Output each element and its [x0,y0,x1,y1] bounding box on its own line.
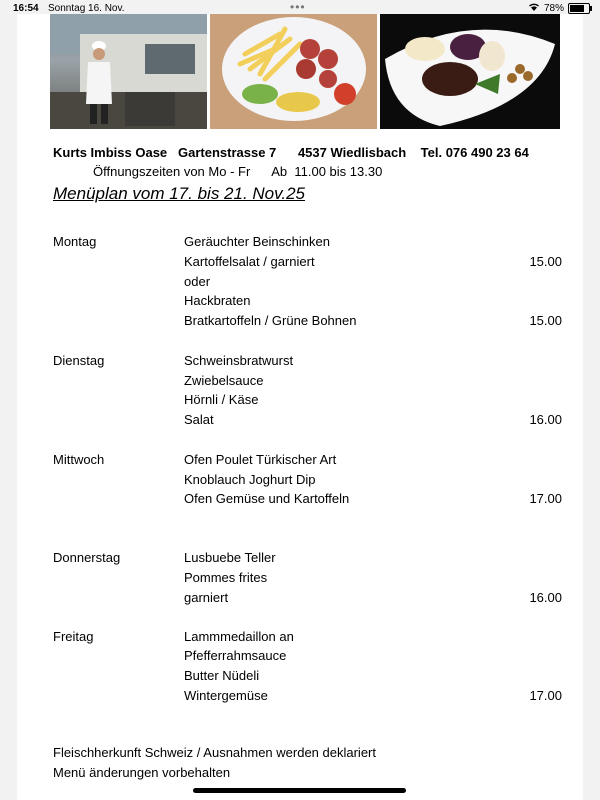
menu-line: Butter Nüdeli [184,668,260,683]
day-label: Donnerstag [53,550,121,565]
wifi-icon [528,2,540,14]
battery-percent: 78% [543,2,564,14]
menu-line: Zwiebelsauce [184,373,264,388]
day-label: Mittwoch [53,452,105,467]
menu-line: Ofen Gemüse und Kartoffeln [184,491,350,506]
home-indicator[interactable] [193,788,406,793]
menu-line: Kartoffelsalat / garniert [184,254,315,269]
menu-price: 15.00 [529,254,562,269]
day-label: Dienstag [53,353,105,368]
day-label: Freitag [53,629,94,644]
menu-price: 17.00 [529,688,562,703]
photo-meat-redcabbage-plate [380,14,560,129]
menu-line: Bratkartoffeln / Grüne Bohnen [184,313,357,328]
status-date: Sonntag 16. Nov. [48,3,125,14]
menu-line: Wintergemüse [184,688,268,703]
photo-sausage-fries-plate [210,14,377,129]
opening-hours: Öffnungszeiten von Mo - Fr Ab 11.00 bis 13.30 [93,164,383,179]
menu-price: 15.00 [529,313,562,328]
footer-note: Fleischherkunft Schweiz / Ausnahmen werden deklariert [53,745,376,760]
status-bar [0,0,600,14]
menu-line: Schweinsbratwurst [184,353,294,368]
menu-document [17,14,583,800]
menu-price: 16.00 [529,412,562,427]
menu-line: Pommes frites [184,570,268,585]
photo-chef-at-food-truck [50,14,207,129]
menu-line: oder [184,274,211,289]
menu-line: Lusbuebe Teller [184,550,276,565]
menu-line: Hackbraten [184,293,251,308]
menu-line: Salat [184,412,214,427]
menu-line: Lammmedaillon an [184,629,294,644]
menu-line: Pfefferrahmsauce [184,648,287,663]
menu-line: Geräuchter Beinschinken [184,234,330,249]
photo-strip [50,14,560,129]
multitasking-dots-icon[interactable]: ••• [290,0,306,14]
menu-price: 17.00 [529,491,562,506]
menu-line: garniert [184,590,229,605]
menu-line: Ofen Poulet Türkischer Art [184,452,337,467]
menu-line: Hörnli / Käse [184,392,259,407]
menu-line: Knoblauch Joghurt Dip [184,472,316,487]
menu-title: Menüplan vom 17. bis 21. Nov.25 [53,184,305,203]
battery-icon [568,3,590,14]
menu-price: 16.00 [529,590,562,605]
footer-note: Menü änderungen vorbehalten [53,765,231,780]
day-label: Montag [53,234,97,249]
restaurant-contact-line: Kurts Imbiss Oase Gartenstrasse 7 4537 Wiedlisbach Tel. 076 490 23 64 [53,145,529,160]
status-time: 16:54 [13,3,39,14]
